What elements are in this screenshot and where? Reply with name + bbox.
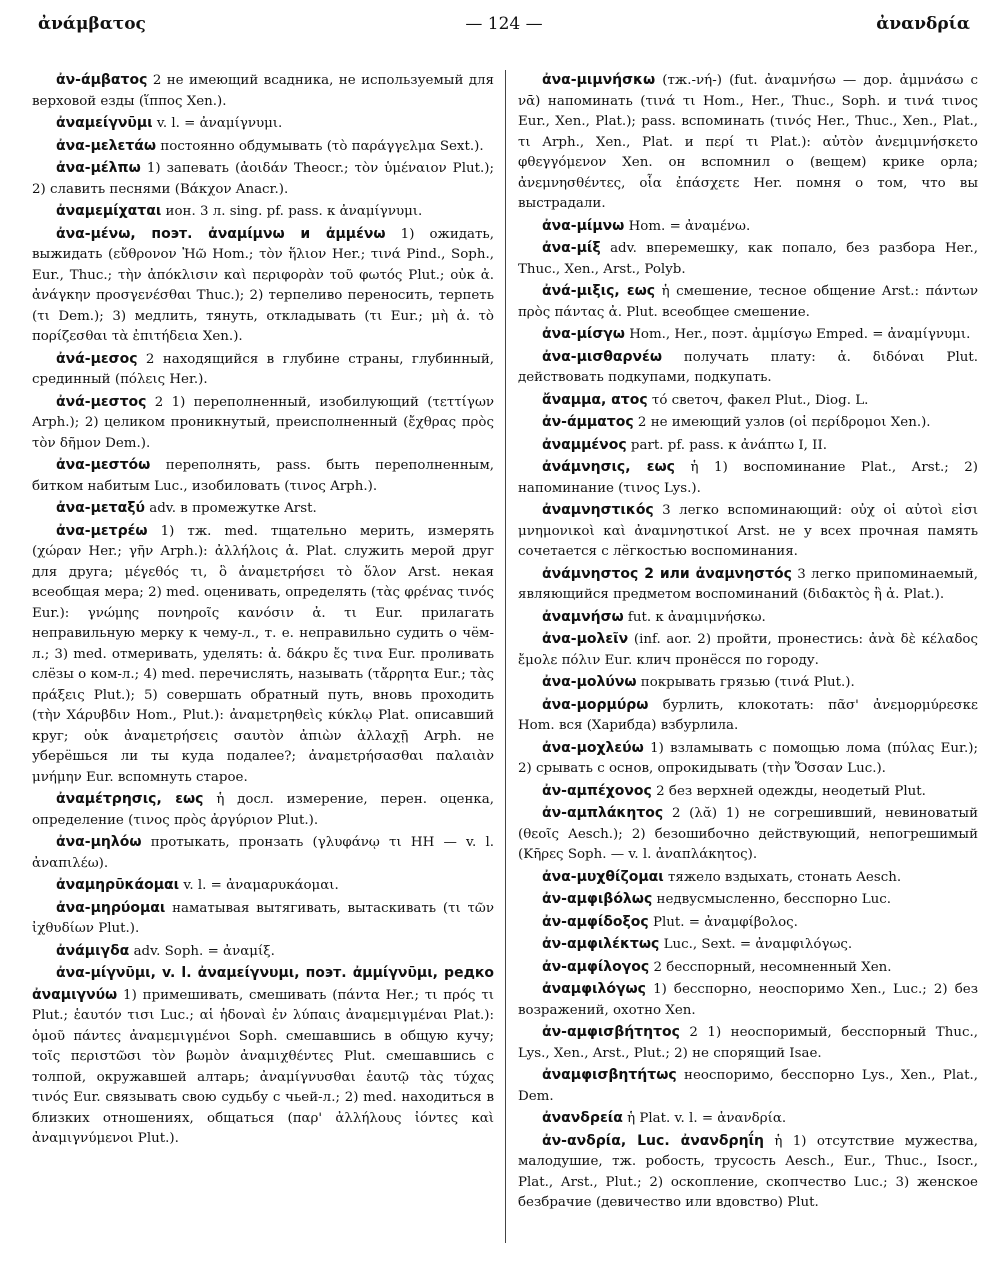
- dictionary-entry: [518, 979, 978, 1021]
- entry-definition: 2 бесспорный, несомненный Xen.: [653, 959, 892, 975]
- entry-headword: ἀνα-μίγνῡμι, v. l. ἀναμείγνυμι, поэт. ἀμμίγνῡμι, редко ἀναμιγνύω: [32, 965, 494, 1003]
- entry-headword: ἀνά-μιξις, εως: [542, 283, 656, 299]
- dictionary-entry: [32, 898, 494, 940]
- dictionary-entry: [518, 695, 978, 737]
- entry-definition: (тж.-νή-) (fut. ἀναμνήσω — дор. ἀμμνάσω с νᾱ) напоминать (τινά τι Hom., Her., Thuc., Soph. и τινά τινος Eur., Xen., Plat.); pass. вспоминать (τινός Her., Thuc., Xen., Plat., τι Arph., Xen., Plat. и περί τι Plat.): αὐτὸν ἀνεμιμνήσκετο φθεγγόμενον Xen. он вспомнил о (вещем) крике орла; ἀνεμνησθέντες, οἷα ἐπάσχετε Her. помня о том, что вы выстрадали.: [518, 73, 978, 211]
- entry-definition: ион. 3 л. sing. pf. pass. к ἀναμίγνυμι.: [165, 204, 423, 219]
- dictionary-entry: [32, 201, 494, 223]
- dictionary-entry: [32, 963, 494, 1150]
- entry-headword: ἀνα-μοχλεύω: [542, 739, 644, 756]
- dictionary-entry: [518, 1131, 978, 1214]
- entry-headword: ἀν-αμφίλογος: [542, 958, 650, 975]
- entry-headword: ἀνα-μολεῖν: [542, 631, 629, 647]
- entry-definition: 2 (λᾰ) 1) не согрешивший, невиноватый (θεοῖς Aesch.); 2) безошибочно действующий, непогрешимый (Κῆρες Soph. — v. l. ἀναπλάκητος).: [518, 806, 978, 862]
- dictionary-entry: [518, 564, 978, 606]
- entry-definition: бурлить, клокотать: πᾶσ' ἀνεμορμύρεσκε Hom. вся (Харибда) взбурлила.: [518, 697, 978, 733]
- dictionary-entry: [32, 941, 494, 963]
- entry-headword: ἀν-αμπλάκητος: [542, 805, 664, 821]
- entry-definition: Hom. = ἀναμένω.: [628, 218, 751, 234]
- dictionary-entry: [518, 867, 978, 889]
- entry-headword: ἀνα-μέλπω: [56, 160, 141, 176]
- dictionary-entry: [518, 238, 978, 280]
- dictionary-entry: [518, 1108, 978, 1130]
- dictionary-entry: [518, 324, 978, 346]
- entry-headword: ἀνα-μισθαρνέω: [542, 348, 662, 365]
- entry-definition: 1) запевать (ἀοιδάν Theocr.; τὸν ὑμέναιον Plut.); 2) славить песнями (Βάκχον Anacr.).: [32, 161, 494, 197]
- entry-headword: ἀνανδρεία: [542, 1110, 623, 1126]
- entry-headword: ἀνα-μίξ: [542, 240, 601, 256]
- entry-definition: покрывать грязью (τινά Plut.).: [640, 675, 855, 690]
- entry-headword: ἀν-άμβατος: [56, 72, 148, 88]
- entry-headword: ἀνάμιγδα: [56, 942, 130, 959]
- entry-headword: ἀνα-μιμνήσκω: [542, 72, 656, 88]
- dictionary-entry: [518, 672, 978, 694]
- entry-definition: ἡ 1) воспоминание Plat., Arst.; 2) напоминание (τινος Lys.).: [518, 460, 978, 496]
- entry-headword: ἀναμείγνῡμι: [56, 115, 153, 131]
- dictionary-entry: [518, 629, 978, 671]
- entry-headword: ἀνα-μηλόω: [56, 834, 142, 850]
- page-number: — 124 —: [465, 14, 543, 34]
- column-divider: [505, 70, 506, 1243]
- dictionary-entry: [32, 136, 494, 158]
- dictionary-entry: [518, 738, 978, 780]
- dictionary-entry: [518, 912, 978, 934]
- entry-definition: 3 легко припоминаемый, являющийся предметом воспоминаний (διδακτὸς ἢ ἀ. Plat.).: [518, 566, 978, 602]
- entry-headword: ἀνα-μένω, поэт. ἀναμίμνω и ἀμμένω: [56, 225, 386, 242]
- entry-definition: ἡ досл. измерение, перен. оценка, определение (τινος πρὸς ἀργύριον Plut.).: [32, 792, 494, 828]
- entry-definition: 1) бесспорно, неоспоримо Xen., Luc.; 2) без возражений, охотно Xen.: [518, 982, 978, 1018]
- entry-definition: неоспоримо, бесспорно Lys., Xen., Plat., Dem.: [518, 1068, 978, 1104]
- dictionary-entry: [518, 934, 978, 956]
- dictionary-entry: [32, 455, 494, 497]
- dictionary-entry: [518, 281, 978, 323]
- entry-headword: ἀναμηρῡκάομαι: [56, 877, 180, 893]
- dictionary-entry: [32, 113, 494, 135]
- entry-definition: 2 1) переполненный, изобилующий (τεττίγων Arph.); 2) целиком проникнутый, преисполненный (ἔχθρας πρὸς τὸν δῆμον Dem.).: [32, 394, 494, 451]
- dictionary-entry: [32, 521, 494, 789]
- entry-headword: ἄναμμα, ατος: [542, 391, 648, 408]
- entry-definition: v. l. = ἀναμίγνυμι.: [156, 116, 283, 131]
- entry-definition: adv. в промежутке Arst.: [149, 501, 317, 516]
- dictionary-entry: [32, 498, 494, 520]
- entry-headword: ἀν-αμπέχονος: [542, 782, 652, 799]
- entry-definition: adv. Soph. = ἀναμίξ.: [133, 943, 275, 959]
- entry-headword: ἀνα-μορμύρω: [542, 696, 649, 713]
- dictionary-entry: [518, 803, 978, 866]
- entry-definition: 2 не имеющий всадника, не используемый для верховой езды (ἵππος Xen.).: [32, 73, 494, 109]
- dictionary-entry: [518, 500, 978, 563]
- entry-headword: ἀνα-μολύνω: [542, 674, 637, 690]
- entry-headword: ἀν-αμφισβήτητος: [542, 1024, 680, 1040]
- entry-definition: наматывая вытягивать, вытаскивать (τι τῶν ἰχθυδίων Plut.).: [32, 900, 494, 936]
- entry-definition: ἡ смешение, тесное общение Arst.: πάντων πρὸς πάντας ἀ. Plut. всеобщее смешение.: [518, 284, 978, 320]
- right-column: [518, 70, 978, 1249]
- entry-headword: ἀνα-μελετάω: [56, 137, 157, 154]
- dictionary-entry: [518, 889, 978, 911]
- entry-headword: ἀναμμένος: [542, 436, 627, 453]
- dictionary-entry: [518, 70, 978, 215]
- entry-headword: ἀν-ανδρία, Luc. ἀνανδρηΐη: [542, 1132, 764, 1149]
- entry-headword: ἀναμνηστικός: [542, 502, 654, 518]
- entry-definition: протыкать, пронзать (γλυφάνῳ τι HH — v. l. ἀναπιλέω).: [32, 835, 494, 871]
- entry-headword: ἀνα-μεστόω: [56, 457, 151, 473]
- entry-definition: 3 легко вспоминающий: οὐχ οἱ αὐτοὶ εἰσι μνημονικοὶ καὶ ἀναμνηστικοί Arst. не у всех прочная память сочетается с лёгкостью воспоминания.: [518, 503, 978, 559]
- entry-definition: v. l. = ἀναμαρυκάομαι.: [183, 878, 339, 893]
- dictionary-entry: [32, 70, 494, 112]
- entry-definition: Hom., Her., поэт. ἀμμίσγω Emped. = ἀναμίγνυμι.: [629, 327, 971, 342]
- entry-definition: τό светоч, факел Plut., Diog. L.: [651, 392, 869, 408]
- entry-definition: 1) ожидать, выжидать (εὔθρονον Ἠῶ Hom.; τὸν ἥλιον Her.; τινά Pind., Soph., Eur., Thuc.; τὴν ἀπόκλισιν καὶ περιφορὰν τοῦ φωτός Plut.; οὐκ ἀ. ἀνάγκην προσγενέσθαι Thuc.); 2) терпеливо переносить, терпеть (τι Dem.); 3) медлить, тянуть, откладывать (τι Eur.; μὴ ἀ. τὸ πορίζεσθαι τὰ ἐπιτήδεια Xen.).: [32, 226, 494, 344]
- entry-definition: part. pf. pass. к ἀνάπτω I, II.: [630, 437, 827, 453]
- entry-definition: adv. вперемешку, как попало, без разбора Her., Thuc., Xen., Arst., Polyb.: [518, 241, 978, 277]
- entry-headword: ἀνάμνησις, εως: [542, 459, 675, 475]
- entry-definition: 1) примешивать, смешивать (πάντα Her.; τι πρός τι Plut.; ἑαυτόν τισι Luc.; αἱ ἡδοναὶ ἐν λύπαις ἀναμεμιγμέναι Plat.): ὁμοῦ πάντες ἀναμεμιγμένοι Soph. смешавшись в общую кучу; τοῖς περιστῶσι τὸν βωμὸν ἀναμιχθέντες Plut. смешавшись с толпой, окружавшей алтарь; ἀναμίγνυσθαι ἑαυτῷ τὰς τύχας τινός Eur. связывать свою судьбу с чьей-л.; 2) med. находиться в близких отношениях, общаться (παρ' ἀλλήλους ἰόντες καὶ ἀναμιγνύμενοι Plut.).: [32, 987, 494, 1146]
- header-last-word: ἀνανδρία: [876, 14, 970, 34]
- entry-headword: ἀνά-μεσος: [56, 350, 138, 367]
- entry-definition: переполнять, pass. быть переполненным, битком набитым Luc., изобиловать (τινος Arph.).: [32, 458, 494, 494]
- entry-definition: 2 без верхней одежды, неодетый Plut.: [656, 783, 926, 799]
- entry-definition: 2 не имеющий узлов (οἱ περίδρομοι Xen.).: [637, 415, 931, 430]
- entry-headword: ἀν-αμφίδοξος: [542, 913, 649, 930]
- entry-definition: недвусмысленно, бесспорно Luc.: [656, 892, 892, 907]
- entry-headword: ἀνα-μηρύομαι: [56, 899, 166, 916]
- entry-headword: ἀν-άμματος: [542, 414, 634, 430]
- left-column: [32, 70, 494, 1249]
- entry-definition: 2 1) неоспоримый, бесспорный Thuc., Lys., Xen., Arst., Plut.; 2) не спорящий Isae.: [518, 1025, 978, 1061]
- entry-headword: ἀνάμνηστος 2 или ἀναμνηστός: [542, 565, 792, 582]
- entry-headword: ἀναμεμίχαται: [56, 203, 162, 219]
- entry-definition: fut. к ἀναμιμνήσκω.: [627, 609, 766, 625]
- entry-definition: 1) взламывать с помощью лома (πύλας Eur.); 2) срывать с основ, опрокидывать (τὴν Ὄσσαν Luc.).: [518, 740, 978, 776]
- dictionary-entry: [32, 789, 494, 831]
- entry-definition: 2 находящийся в глубине страны, глубинный, срединный (πόλεις Her.).: [32, 351, 494, 387]
- dictionary-entry: [32, 875, 494, 897]
- entry-headword: ἀναμνήσω: [542, 608, 624, 625]
- entry-definition: ἡ Plat. v. l. = ἀνανδρία.: [627, 1111, 787, 1126]
- entry-headword: ἀναμέτρησις, εως: [56, 791, 204, 807]
- entry-definition: 1) тж. med. тщательно мерить, измерять (χώραν Her.; γῆν Arph.): ἀλλήλοις ἀ. Plat. служить мерой друг для друга; μέγεθός τι, ὃ ἀναμετρήσει τὸ ὅλον Arst. некая всеобщая мера; 2) med. оценивать, определять (τὰς φρένας τινός Eur.): γνώμης πονηροῖς κανόσιν ἀ. τι Eur. прилагать неправильную мерку к чему-л., т. е. неправильно судить о чём-л.; 3) med. отмеривать, уделять: ἀ. δάκρυ ἔς τινα Eur. проливать слёзы о ком-л.; 4) med. перечислять, называть (τἄρρητα Eur.; τὰς πράξεις Plut.); 5) совершать обратный путь, вновь проходить (τὴν Χάρυβδιν Hom., Plut.): ἀναμετρηθεὶς κύκλῳ Plat. описавший круг; οὐκ ἀναμετρήσεις σαυτὸν ἀπιὼν ἀλλαχῇ Arph. не уберёшься ли ты куда подалее?; ἀναμετρήσασθαι παλαιὰν μνήμην Eur. вспомнуть старое.: [32, 523, 494, 785]
- entry-definition: постоянно обдумывать (τὸ παράγγελμα Sext.).: [160, 138, 484, 154]
- entry-headword: ἀν-αμφιλέκτως: [542, 936, 660, 952]
- entry-headword: ἀνα-μεταξύ: [56, 500, 145, 516]
- entry-headword: ἀναμφιλόγως: [542, 981, 646, 997]
- entry-headword: ἀνα-μίμνω: [542, 217, 625, 234]
- entry-definition: получать плату: ἀ. διδόναι Plut. действовать подкупами, подкупать.: [518, 349, 978, 385]
- dictionary-entry: [518, 607, 978, 629]
- dictionary-entry: [518, 216, 978, 238]
- dictionary-entry: [518, 347, 978, 389]
- dictionary-entry: [518, 781, 978, 803]
- dictionary-entry: [32, 832, 494, 874]
- dictionary-entry: [518, 1065, 978, 1107]
- entry-definition: Luc., Sext. = ἀναμφιλόγως.: [663, 937, 853, 952]
- dictionary-entry: [32, 158, 494, 200]
- entry-headword: ἀνά-μεστος: [56, 393, 147, 410]
- dictionary-entry: [32, 392, 494, 455]
- entry-headword: ἀνα-μίσγω: [542, 326, 625, 342]
- dictionary-entry: [518, 412, 978, 434]
- dictionary-entry: [518, 457, 978, 499]
- dictionary-entry: [32, 224, 494, 348]
- entry-headword: ἀνα-μετρέω: [56, 522, 148, 539]
- entry-definition: тяжело вздыхать, стонать Aesch.: [667, 869, 902, 885]
- running-header: [38, 14, 970, 42]
- dictionary-entry: [518, 390, 978, 412]
- entry-definition: Plut. = ἀναμφίβολος.: [652, 914, 798, 930]
- dictionary-entry: [518, 957, 978, 979]
- dictionary-entry: [32, 349, 494, 391]
- dictionary-entry: [518, 1022, 978, 1064]
- entry-definition: ἡ 1) отсутствие мужества, малодушие, тж. робость, трусость Aesch., Eur., Thuc., Isocr., Plat., Arst., Plut.; 2) оскопление, скопчество Luc.; 3) женское безбрачие (девичество или вдовство) Plut.: [518, 1133, 978, 1210]
- dictionary-entry: [518, 435, 978, 457]
- entry-headword: ἀν-αμφιβόλως: [542, 891, 653, 907]
- entry-headword: ἀνα-μυχθίζομαι: [542, 868, 664, 885]
- entry-headword: ἀναμφισβητήτως: [542, 1067, 677, 1083]
- entry-definition: (inf. aor. 2) пройти, пронестись: ἀνὰ δὲ κέλαδος ἔμολε πόλιν Eur. клич пронёсся по городу.: [518, 632, 978, 668]
- header-first-word: ἀνάμβατος: [38, 14, 146, 34]
